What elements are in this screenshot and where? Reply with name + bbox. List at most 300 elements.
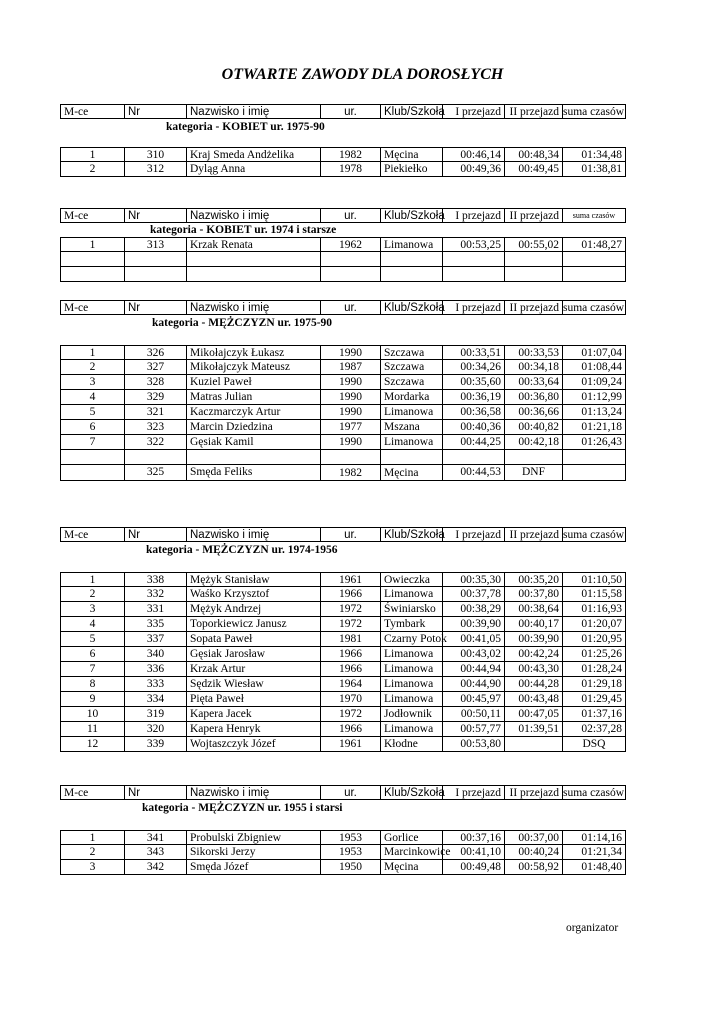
total-time: 01:48,27 [562,237,626,252]
run1-time: 00:44,94 [442,662,504,677]
run2-time: 00:42,24 [504,647,562,662]
total-time: 01:48,40 [562,860,626,875]
run2-time: 00:48,34 [504,147,562,162]
place: 12 [60,737,124,752]
place: 1 [60,237,124,252]
competitor-name: Kraj Smeda Andżelika [186,147,320,162]
place: 10 [60,707,124,722]
club: Limanowa [380,722,442,737]
competitor-name: Mikołajczyk Mateusz [186,360,320,375]
bib-number: 323 [124,420,186,435]
run2-time: 00:33,53 [504,345,562,360]
run2-time: 00:36,66 [504,405,562,420]
run1-time [442,267,504,282]
table-row [60,390,626,405]
run2-time: 00:43,48 [504,692,562,707]
club: Limanowa [380,587,442,602]
header-club: Klub/Szkoła [380,785,442,800]
header-place: M-ce [60,104,124,119]
table-row [60,692,626,707]
bib-number: 321 [124,405,186,420]
bib-number [124,450,186,465]
bib-number: 313 [124,237,186,252]
competitor-name: Toporkiewicz Janusz [186,617,320,632]
total-time: 01:29,45 [562,692,626,707]
competitor-name: Mężyk Stanisław [186,572,320,587]
table-row [60,345,626,360]
header-run2: II przejazd [504,300,562,315]
bib-number: 320 [124,722,186,737]
birth-year: 1990 [320,390,380,405]
club: Tymbark [380,617,442,632]
competitor-name [186,267,320,282]
run2-time: 00:40,24 [504,845,562,860]
birth-year: 1972 [320,602,380,617]
header-run1: I przejazd [442,104,504,119]
total-time: 01:34,48 [562,147,626,162]
run1-time: 00:57,77 [442,722,504,737]
birth-year: 1990 [320,435,380,450]
table-row [60,162,626,177]
run1-time: 00:35,60 [442,375,504,390]
total-time: 01:09,24 [562,375,626,390]
header-name: Nazwisko i imię [186,208,320,223]
table-row [60,722,626,737]
table-row [60,632,626,647]
place: 3 [60,375,124,390]
competitor-name: Mężyk Andrzej [186,602,320,617]
bib-number: 327 [124,360,186,375]
competitor-name: Pięta Paweł [186,692,320,707]
header-club: Klub/Szkoła [380,208,442,223]
place [60,450,124,465]
run2-time: 00:36,80 [504,390,562,405]
run1-time: 00:44,53 [442,465,504,481]
birth-year: 1970 [320,692,380,707]
header-place: M-ce [60,300,124,315]
run2-time [504,737,562,752]
header-born: ur. [320,527,380,542]
run1-time: 00:49,48 [442,860,504,875]
header-row [60,208,626,223]
competitor-name: Smęda Feliks [186,465,320,481]
run2-time: 00:58,92 [504,860,562,875]
header-row [60,785,626,800]
run1-time: 00:49,36 [442,162,504,177]
birth-year: 1966 [320,587,380,602]
results-table-men-1974-1956 [60,527,626,752]
run2-time: 00:39,90 [504,632,562,647]
club: Szczawa [380,360,442,375]
table-row [60,572,626,587]
birth-year: 1966 [320,647,380,662]
table-row [60,647,626,662]
bib-number: 332 [124,587,186,602]
club: Owieczka [380,572,442,587]
organizer-label: organizator [566,922,619,934]
category-label: kategoria - MĘŻCZYZN ur. 1974-1956 [146,544,338,556]
header-born: ur. [320,785,380,800]
run2-time: 00:44,28 [504,677,562,692]
total-time: 01:10,50 [562,572,626,587]
run1-time: 00:35,30 [442,572,504,587]
header-name: Nazwisko i imię [186,300,320,315]
birth-year: 1966 [320,662,380,677]
birth-year: 1966 [320,722,380,737]
total-time [562,252,626,267]
header-run1: I przejazd [442,208,504,223]
bib-number: 334 [124,692,186,707]
competitor-name: Waśko Krzysztof [186,587,320,602]
bib-number: 319 [124,707,186,722]
header-born: ur. [320,208,380,223]
competitor-name: Kuziel Paweł [186,375,320,390]
birth-year [320,252,380,267]
document-title: OTWARTE ZAWODY DLA DOROSŁYCH [221,66,504,83]
place: 5 [60,632,124,647]
run2-time [504,252,562,267]
competitor-name: Kapera Henryk [186,722,320,737]
run2-time: 00:37,00 [504,830,562,845]
header-born: ur. [320,300,380,315]
competitor-name: Dyląg Anna [186,162,320,177]
run1-time: 00:38,29 [442,602,504,617]
competitor-name: Marcin Dziedzina [186,420,320,435]
club: Limanowa [380,677,442,692]
birth-year: 1977 [320,420,380,435]
bib-number: 322 [124,435,186,450]
header-run2: II przejazd [504,104,562,119]
club: Jodłownik [380,707,442,722]
place: 1 [60,345,124,360]
run2-time: 00:38,64 [504,602,562,617]
competitor-name: Smęda Józef [186,860,320,875]
place: 9 [60,692,124,707]
place [60,267,124,282]
results-table-men-1975-90 [60,300,626,481]
total-time: 01:20,07 [562,617,626,632]
total-time [562,450,626,465]
competitor-name [186,252,320,267]
category-label: kategoria - MĘŻCZYZN ur. 1955 i starsi [142,802,343,814]
birth-year: 1972 [320,617,380,632]
place: 3 [60,602,124,617]
bib-number: 343 [124,845,186,860]
place: 6 [60,420,124,435]
run2-time: 00:55,02 [504,237,562,252]
place: 7 [60,435,124,450]
bib-number: 336 [124,662,186,677]
total-time: 01:28,24 [562,662,626,677]
run1-time: 00:36,58 [442,405,504,420]
bib-number: 333 [124,677,186,692]
place: 1 [60,572,124,587]
header-nr: Nr [124,208,186,223]
club: Męcina [380,465,442,481]
club: Męcina [380,147,442,162]
run2-time: 00:42,18 [504,435,562,450]
table-row [60,707,626,722]
club: Szczawa [380,345,442,360]
header-name: Nazwisko i imię [186,527,320,542]
total-time: 01:15,58 [562,587,626,602]
run1-time: 00:53,25 [442,237,504,252]
header-run1: I przejazd [442,300,504,315]
birth-year: 1972 [320,707,380,722]
place: 6 [60,647,124,662]
birth-year: 1961 [320,572,380,587]
run1-time [442,252,504,267]
club: Szczawa [380,375,442,390]
run2-time: 00:34,18 [504,360,562,375]
bib-number: 326 [124,345,186,360]
competitor-name: Matras Julian [186,390,320,405]
club: Mordarka [380,390,442,405]
place: 1 [60,147,124,162]
header-row [60,300,626,315]
run2-time: 00:33,64 [504,375,562,390]
birth-year: 1987 [320,360,380,375]
run1-time [442,450,504,465]
bib-number [124,267,186,282]
birth-year: 1961 [320,737,380,752]
header-nr: Nr [124,785,186,800]
table-row [60,845,626,860]
club: Męcina [380,860,442,875]
place: 11 [60,722,124,737]
birth-year: 1964 [320,677,380,692]
competitor-name [186,450,320,465]
total-time: 01:08,44 [562,360,626,375]
table-row [60,405,626,420]
header-total: suma czasów [563,106,624,118]
bib-number: 335 [124,617,186,632]
birth-year: 1953 [320,845,380,860]
header-club: Klub/Szkoła [380,104,442,119]
birth-year: 1982 [320,465,380,481]
header-run1: I przejazd [442,785,504,800]
place: 7 [60,662,124,677]
total-time: 01:21,34 [562,845,626,860]
header-run2: II przejazd [504,527,562,542]
category-label: kategoria - KOBIET ur. 1974 i starsze [150,224,337,236]
table-row [60,587,626,602]
category-label: kategoria - MĘŻCZYZN ur. 1975-90 [152,317,333,329]
place: 5 [60,405,124,420]
club: Limanowa [380,692,442,707]
run2-time: 00:40,17 [504,617,562,632]
total-time: 01:21,18 [562,420,626,435]
run2-time: DNF [504,465,562,481]
run2-time [504,450,562,465]
total-time: 01:12,99 [562,390,626,405]
club [380,252,442,267]
run1-time: 00:41,05 [442,632,504,647]
competitor-name: Kaczmarczyk Artur [186,405,320,420]
competitor-name: Gęsiak Jarosław [186,647,320,662]
bib-number: 331 [124,602,186,617]
competitor-name: Sędzik Wiesław [186,677,320,692]
table-row [60,830,626,845]
competitor-name: Mikołajczyk Łukasz [186,345,320,360]
club: Świniarsko [380,602,442,617]
run1-time: 00:44,90 [442,677,504,692]
run1-time: 00:53,80 [442,737,504,752]
run1-time: 00:34,26 [442,360,504,375]
total-time: 01:16,93 [562,602,626,617]
run2-time [504,267,562,282]
bib-number: 312 [124,162,186,177]
header-place: M-ce [60,785,124,800]
run1-time: 00:40,36 [442,420,504,435]
competitor-name: Probulski Zbigniew [186,830,320,845]
club: Limanowa [380,647,442,662]
place: 2 [60,587,124,602]
table-row [60,147,626,162]
competitor-name: Sikorski Jerzy [186,845,320,860]
birth-year: 1990 [320,345,380,360]
place: 8 [60,677,124,692]
header-name: Nazwisko i imię [186,785,320,800]
bib-number: 325 [124,465,186,481]
bib-number: 338 [124,572,186,587]
run1-time: 00:50,11 [442,707,504,722]
club: Piekiełko [380,162,442,177]
total-time: 02:37,28 [562,722,626,737]
birth-year: 1950 [320,860,380,875]
club: Limanowa [380,237,442,252]
club [380,267,442,282]
total-time: 01:37,16 [562,707,626,722]
results-table-women-1974-older [60,208,626,282]
run1-time: 00:44,25 [442,435,504,450]
bib-number: 341 [124,830,186,845]
header-place: M-ce [60,527,124,542]
bib-number: 339 [124,737,186,752]
total-time [562,465,626,481]
total-time: 01:25,26 [562,647,626,662]
header-born: ur. [320,104,380,119]
run2-time: 00:37,80 [504,587,562,602]
club: Limanowa [380,662,442,677]
table-row [60,420,626,435]
club: Marcinkowice [380,845,442,860]
club: Mszana [380,420,442,435]
results-table-men-1955-older [60,785,626,875]
birth-year: 1982 [320,147,380,162]
club: Gorlice [380,830,442,845]
run2-time: 00:49,45 [504,162,562,177]
header-club: Klub/Szkoła [380,527,442,542]
birth-year: 1990 [320,405,380,420]
total-time: 01:07,04 [562,345,626,360]
table-row [60,267,626,282]
run2-time: 00:40,82 [504,420,562,435]
total-time: 01:38,81 [562,162,626,177]
birth-year: 1978 [320,162,380,177]
header-run1: I przejazd [442,527,504,542]
place: 2 [60,162,124,177]
header-nr: Nr [124,300,186,315]
birth-year: 1962 [320,237,380,252]
header-total: suma czasów [563,787,624,799]
place [60,465,124,481]
run1-time: 00:39,90 [442,617,504,632]
birth-year [320,267,380,282]
birth-year [320,450,380,465]
table-row [60,450,626,465]
total-time: 01:26,43 [562,435,626,450]
total-time [562,267,626,282]
header-total: suma czasów [563,529,624,541]
place: 1 [60,830,124,845]
table-row [60,617,626,632]
table-row [60,435,626,450]
bib-number [124,252,186,267]
table-row [60,662,626,677]
bib-number: 340 [124,647,186,662]
header-row [60,104,626,119]
header-name: Nazwisko i imię [186,104,320,119]
total-time: 01:13,24 [562,405,626,420]
header-run2: II przejazd [504,208,562,223]
header-total: suma czasów [563,302,624,314]
club: Limanowa [380,405,442,420]
club [380,450,442,465]
header-run2: II przejazd [504,785,562,800]
competitor-name: Krzak Renata [186,237,320,252]
table-row [60,360,626,375]
run1-time: 00:46,14 [442,147,504,162]
competitor-name: Gęsiak Kamil [186,435,320,450]
competitor-name: Sopata Paweł [186,632,320,647]
header-place: M-ce [60,208,124,223]
total-time: 01:20,95 [562,632,626,647]
header-nr: Nr [124,527,186,542]
bib-number: 337 [124,632,186,647]
place: 4 [60,390,124,405]
table-row [60,602,626,617]
header-club: Klub/Szkoła [380,300,442,315]
competitor-name: Wojtaszczyk Józef [186,737,320,752]
table-row [60,465,626,481]
place: 2 [60,845,124,860]
run1-time: 00:37,78 [442,587,504,602]
run1-time: 00:36,19 [442,390,504,405]
header-row [60,527,626,542]
place [60,252,124,267]
table-row [60,737,626,752]
run1-time: 00:33,51 [442,345,504,360]
competitor-name: Krzak Artur [186,662,320,677]
table-row [60,252,626,267]
place: 3 [60,860,124,875]
category-label: kategoria - KOBIET ur. 1975-90 [166,121,325,133]
bib-number: 310 [124,147,186,162]
run1-time: 00:37,16 [442,830,504,845]
bib-number: 328 [124,375,186,390]
club: Czarny Potok [380,632,442,647]
club: Kłodne [380,737,442,752]
run2-time: 00:43,30 [504,662,562,677]
place: 2 [60,360,124,375]
total-time: DSQ [562,737,626,752]
table-row [60,237,626,252]
header-total: suma czasów [562,208,626,223]
table-row [60,375,626,390]
birth-year: 1981 [320,632,380,647]
run2-time: 01:39,51 [504,722,562,737]
